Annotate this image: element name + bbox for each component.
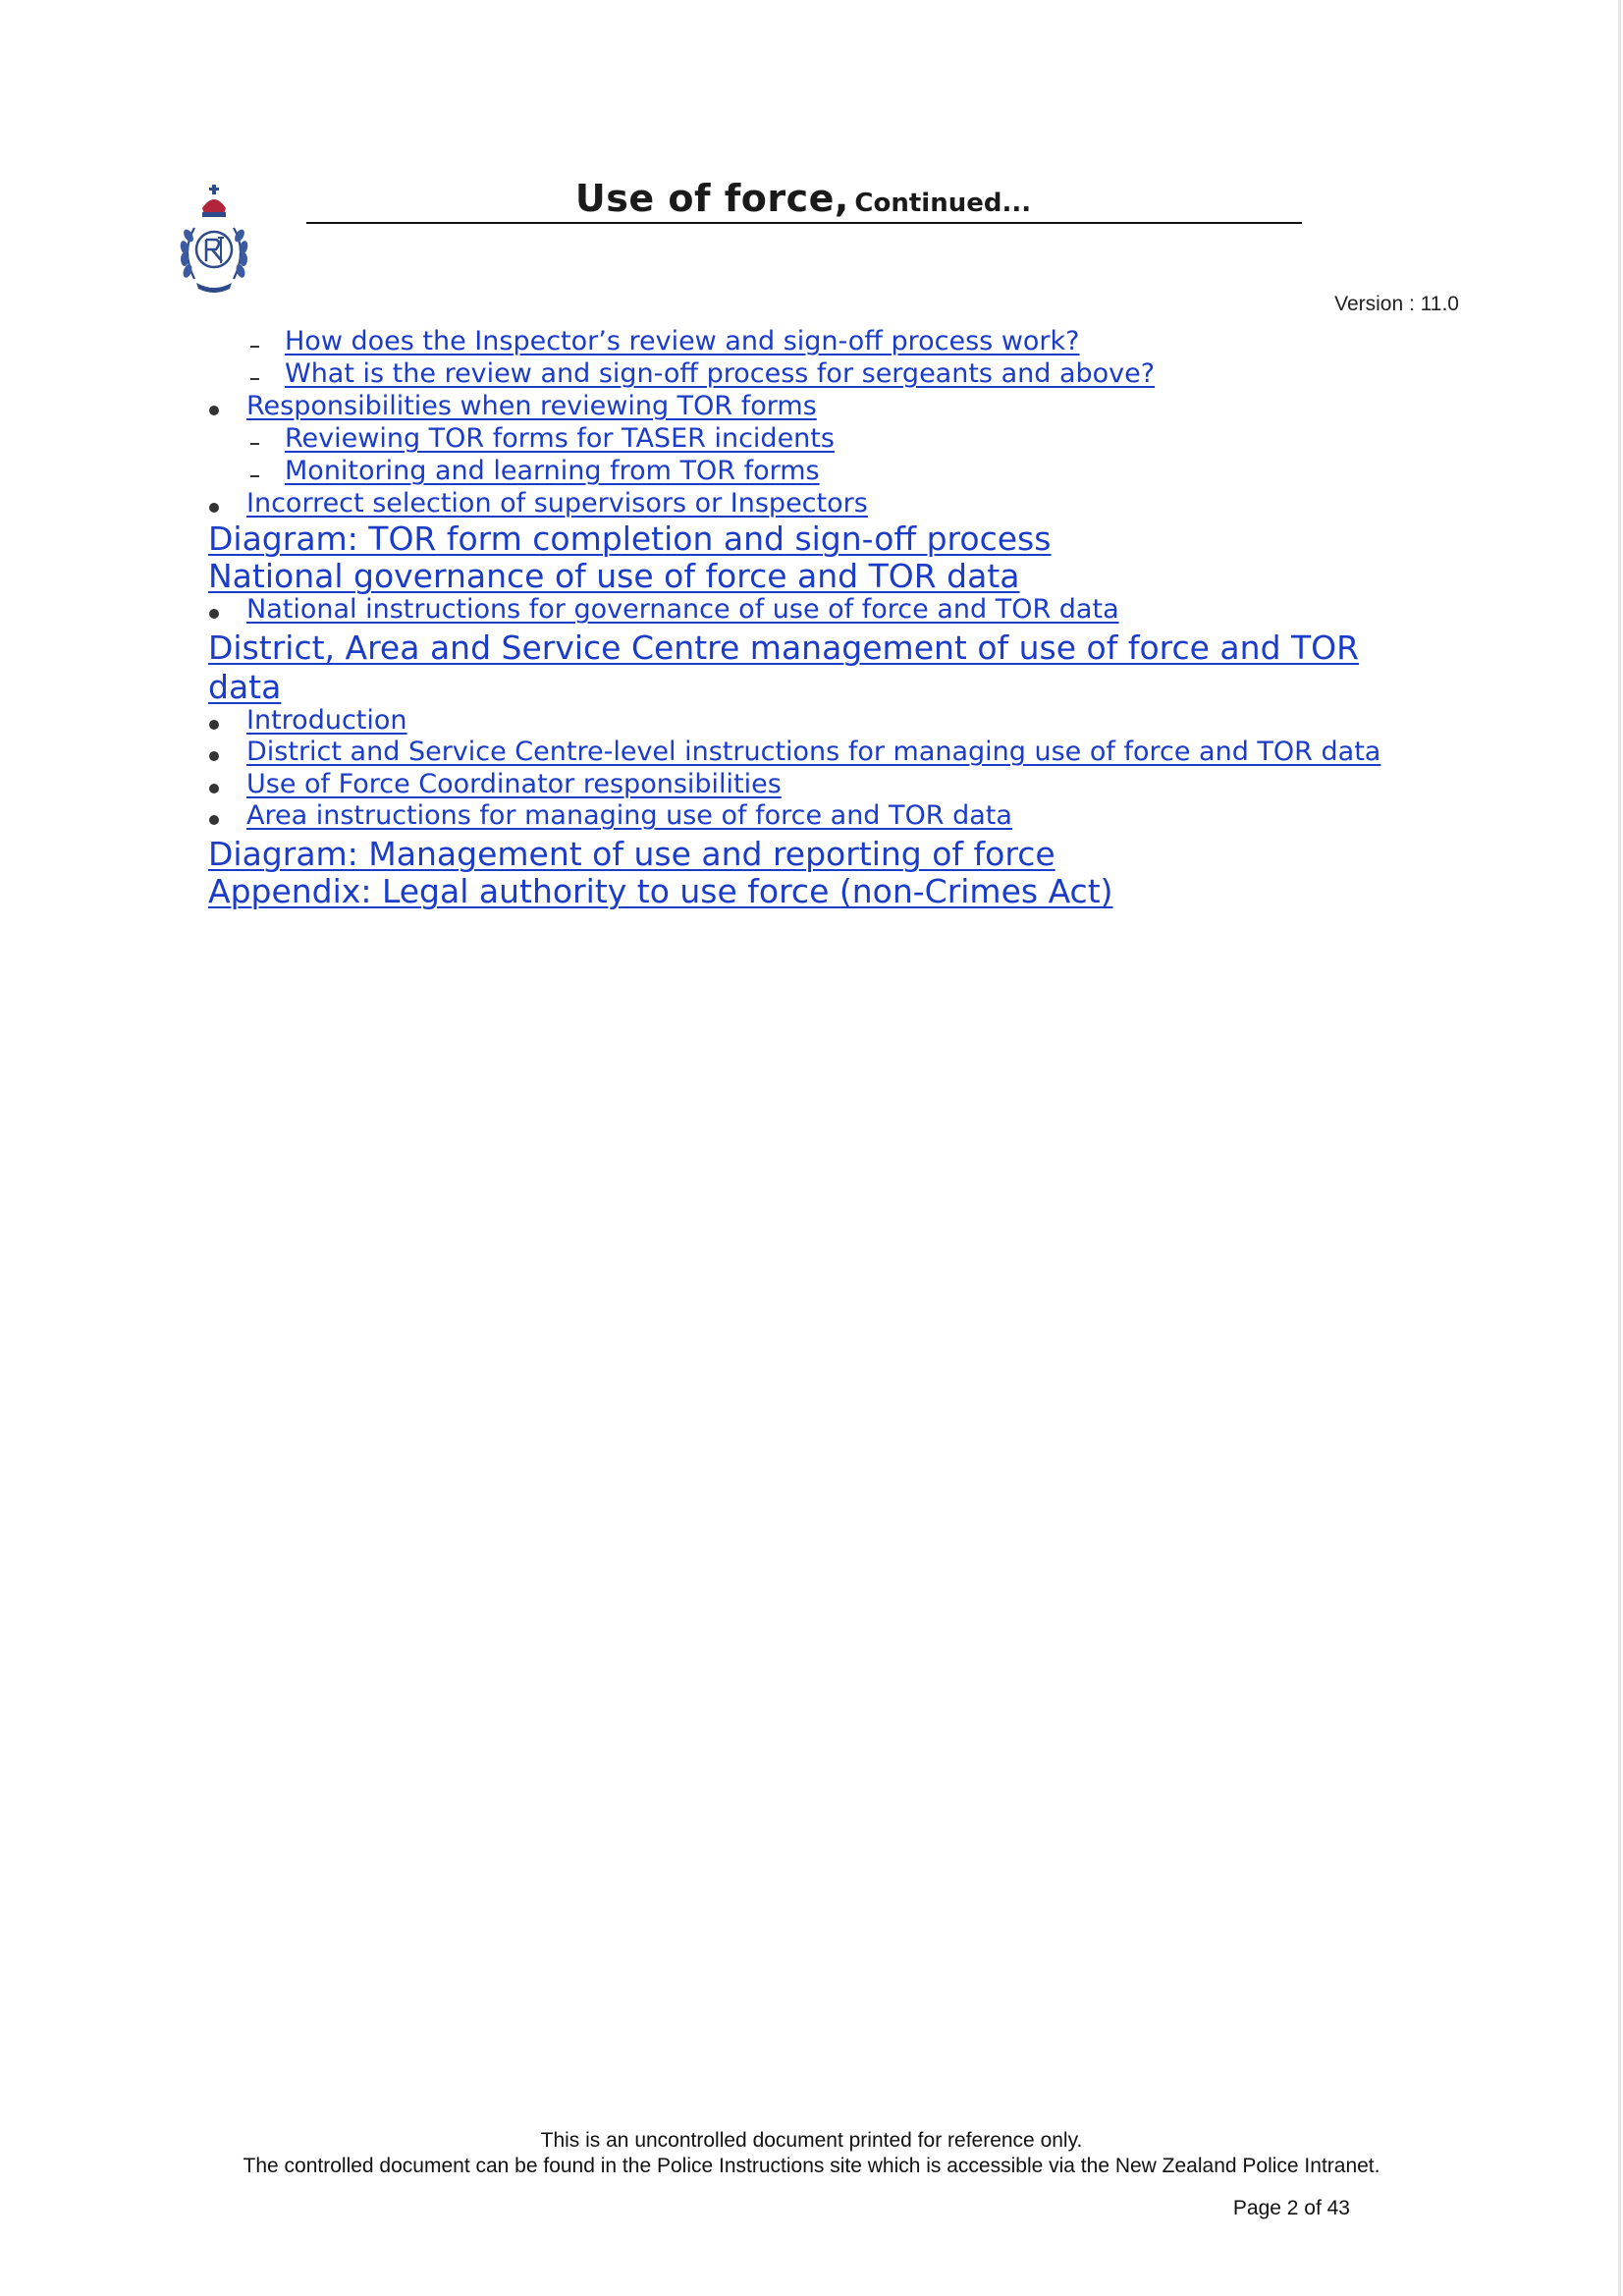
footer-disclaimer-line2: The controlled document can be found in the Police Instructions site which is accessible via the New Zealand Police Intranet. bbox=[243, 2155, 1380, 2177]
toc-heading-link[interactable]: Appendix: Legal authority to use force (non-Crimes Act) bbox=[208, 872, 1113, 910]
dash-marker bbox=[250, 378, 259, 380]
toc-entry-link[interactable]: Responsibilities when reviewing TOR forms bbox=[246, 391, 817, 421]
dash-marker bbox=[250, 346, 259, 348]
bullet-icon bbox=[209, 784, 219, 793]
continued-label: Continued... bbox=[854, 189, 1032, 218]
bullet-icon bbox=[209, 720, 219, 730]
document-title: Use of force, bbox=[574, 177, 849, 220]
toc-heading-link[interactable]: data bbox=[208, 668, 282, 706]
bullet-icon bbox=[209, 609, 219, 619]
bullet-icon bbox=[209, 751, 219, 761]
toc-entry-link[interactable]: Use of Force Coordinator responsibilities bbox=[246, 769, 782, 799]
version-label: Version : 11.0 bbox=[1334, 293, 1459, 315]
page-edge bbox=[1618, 0, 1621, 2296]
toc-heading-link[interactable]: Diagram: TOR form completion and sign-off process bbox=[208, 519, 1052, 558]
bullet-icon bbox=[209, 406, 219, 415]
header-divider bbox=[306, 222, 1302, 224]
toc-heading-link[interactable]: Diagram: Management of use and reporting of force bbox=[208, 835, 1055, 873]
toc-heading-link[interactable]: National governance of use of force and TOR data bbox=[208, 557, 1020, 595]
bullet-icon bbox=[209, 815, 219, 825]
toc-entry-link[interactable]: District and Service Centre-level instructions for managing use of force and TOR data bbox=[246, 737, 1381, 767]
toc-entry-link[interactable]: What is the review and sign-off process for sergeants and above? bbox=[285, 358, 1156, 389]
toc-entry-link[interactable]: Monitoring and learning from TOR forms bbox=[285, 456, 820, 486]
toc-heading-link[interactable]: District, Area and Service Centre management of use of force and TOR bbox=[208, 629, 1360, 667]
toc-entry-link[interactable]: Introduction bbox=[246, 705, 407, 736]
bullet-icon bbox=[209, 503, 219, 513]
toc-entry-link[interactable]: How does the Inspector’s review and sign-off process work? bbox=[285, 326, 1080, 356]
toc-entry-link[interactable]: Area instructions for managing use of force and TOR data bbox=[246, 800, 1012, 831]
toc-entry-link[interactable]: Incorrect selection of supervisors or Inspectors bbox=[246, 488, 868, 519]
dash-marker bbox=[250, 475, 259, 477]
footer-disclaimer-line1: This is an uncontrolled document printed for reference only. bbox=[540, 2129, 1083, 2152]
toc-entry-link[interactable]: Reviewing TOR forms for TASER incidents bbox=[285, 423, 835, 454]
police-crest-logo bbox=[173, 181, 255, 297]
page-header-title bbox=[306, 177, 1300, 220]
toc-entry-link[interactable]: National instructions for governance of use of force and TOR data bbox=[246, 594, 1119, 625]
dash-marker bbox=[250, 443, 259, 445]
page-number: Page 2 of 43 bbox=[1232, 2197, 1350, 2219]
